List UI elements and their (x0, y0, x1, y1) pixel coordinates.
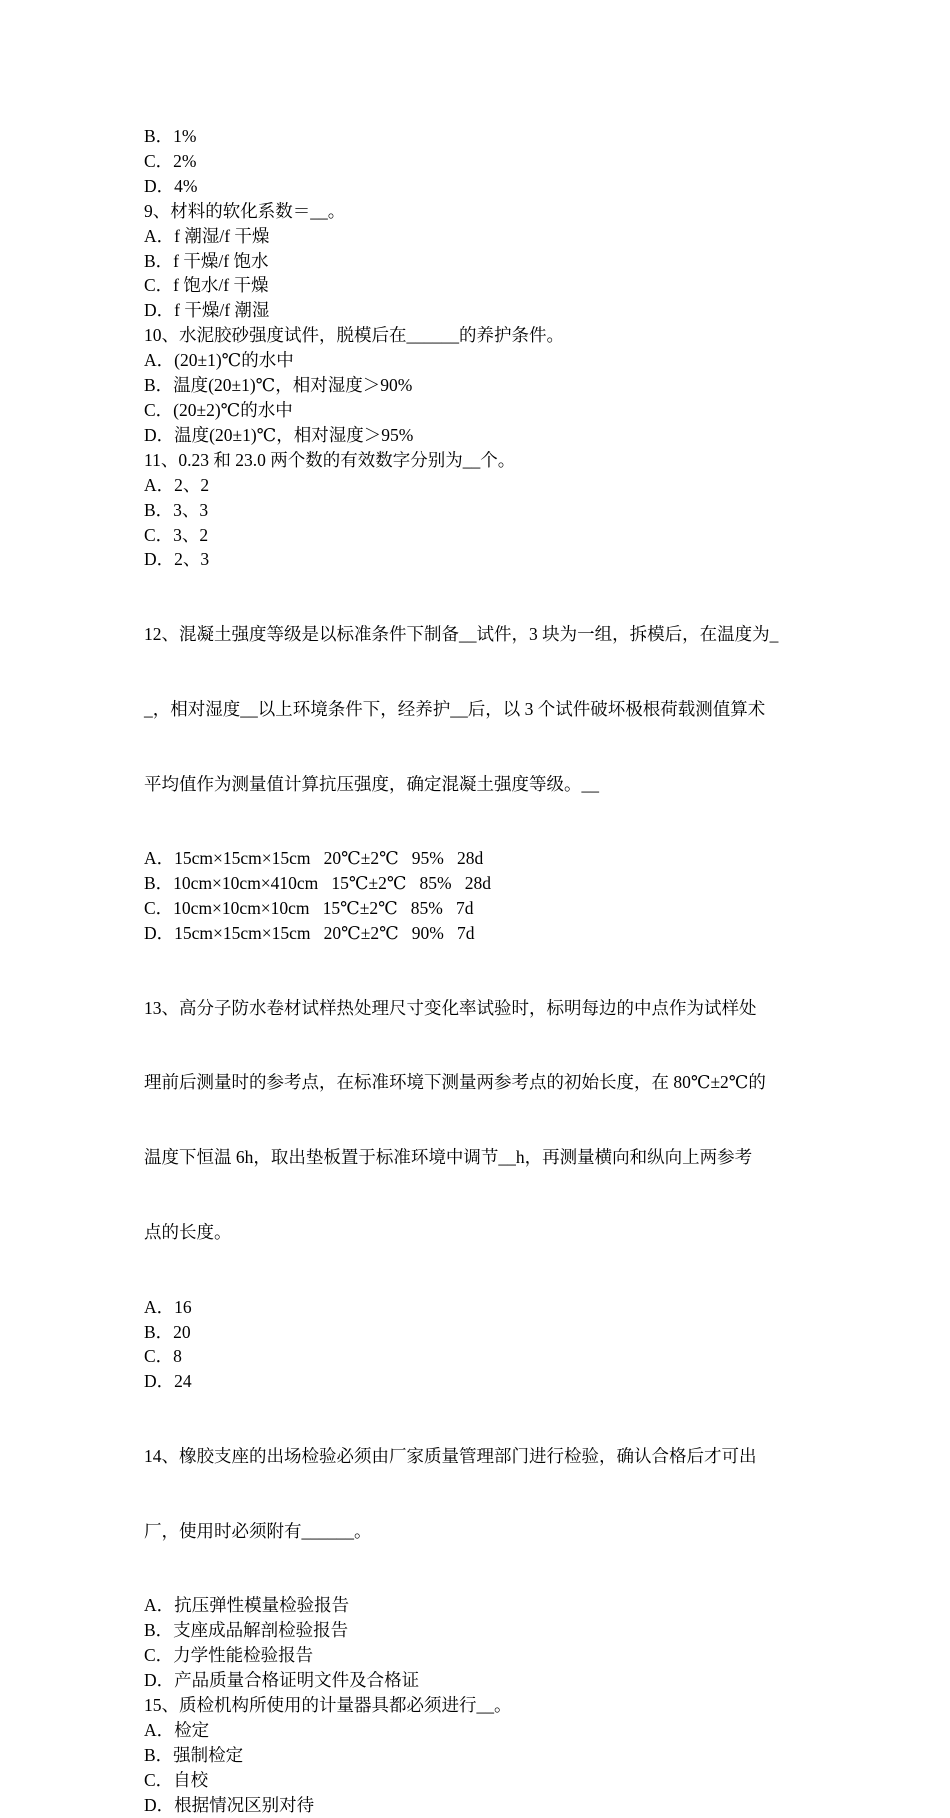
option-d: D．24 (144, 1371, 192, 1392)
option-d: D．f 干燥/f 潮湿 (144, 300, 270, 321)
option-d: D．15cm×15cm×15cm 20℃±2℃ 90% 7d (144, 923, 475, 943)
question-12-line: 12、混凝土强度等级是以标准条件下制备__试件，3 块为一组，拆模后，在温度为_ (144, 624, 779, 645)
question-12-line: 平均值作为测量值计算抗压强度，确定混凝土强度等级。__ (144, 773, 599, 794)
option-b: B．支座成品解剖检验报告 (144, 1620, 349, 1641)
question-13-line: 温度下恒温 6h，取出垫板置于标准环境中调节__h，再测量横向和纵向上两参考 (144, 1147, 753, 1168)
question-15: 15、质检机构所使用的计量器具都必须进行__。 (144, 1695, 512, 1716)
option-b: B．1% (144, 126, 197, 146)
question-14-line: 14、橡胶支座的出场检验必须由厂家质量管理部门进行检验，确认合格后才可出 (144, 1446, 757, 1467)
option-a: A．15cm×15cm×15cm 20℃±2℃ 95% 28d (144, 848, 484, 869)
option-c: C．8 (144, 1346, 182, 1367)
question-13-line: 13、高分子防水卷材试样热处理尺寸变化率试验时，标明每边的中点作为试样处 (144, 997, 757, 1018)
option-d: D．根据情况区别对待 (144, 1794, 315, 1815)
option-b: B．温度(20±1)℃，相对湿度＞90% (144, 375, 413, 396)
option-c: C．10cm×10cm×10cm 15℃±2℃ 85% 7d (144, 898, 474, 919)
option-c: C．自校 (144, 1769, 209, 1790)
question-13 (144, 946, 808, 1295)
option-a: A．f 潮湿/f 干燥 (144, 225, 270, 246)
option-d: D．温度(20±1)℃，相对湿度＞95% (144, 424, 414, 445)
option-a: A．(20±1)℃的水中 (144, 350, 294, 371)
question-9: 9、材料的软化系数＝__。 (144, 200, 346, 221)
document-page (144, 124, 808, 1818)
question-12-line: _，相对湿度__以上环境条件下，经养护__后，以 3 个试件破坏极根荷载测值算术 (144, 698, 766, 719)
option-c: C．f 饱水/f 干燥 (144, 275, 269, 296)
question-12 (144, 572, 808, 846)
option-d: D．2、3 (144, 549, 210, 570)
question-10: 10、水泥胶砂强度试件，脱模后在______的养护条件。 (144, 325, 564, 346)
option-a: A．抗压弹性模量检验报告 (144, 1595, 350, 1616)
option-c: C．力学性能检验报告 (144, 1645, 314, 1666)
question-13-line: 点的长度。 (144, 1221, 232, 1242)
option-c: C．2% (144, 150, 197, 171)
option-b: B．f 干燥/f 饱水 (144, 250, 269, 271)
question-14-line: 厂，使用时必须附有______。 (144, 1520, 372, 1541)
option-d: D．产品质量合格证明文件及合格证 (144, 1670, 420, 1691)
option-b: B．强制检定 (144, 1744, 244, 1765)
option-a: A．2、2 (144, 474, 210, 495)
question-11: 11、0.23 和 23.0 两个数的有效数字分别为__个。 (144, 449, 516, 470)
option-c: C．(20±2)℃的水中 (144, 399, 293, 420)
option-b: B．10cm×10cm×410cm 15℃±2℃ 85% 28d (144, 873, 492, 894)
option-b: B．20 (144, 1321, 191, 1342)
option-b: B．3、3 (144, 499, 209, 520)
question-14 (144, 1394, 808, 1593)
option-a: A．检定 (144, 1720, 210, 1740)
option-a: A．16 (144, 1296, 192, 1317)
option-c: C．3、2 (144, 524, 209, 545)
option-d: D．4% (144, 175, 198, 196)
question-13-line: 理前后测量时的参考点，在标准环境下测量两参考点的初始长度，在 80℃±2℃的 (144, 1072, 766, 1093)
